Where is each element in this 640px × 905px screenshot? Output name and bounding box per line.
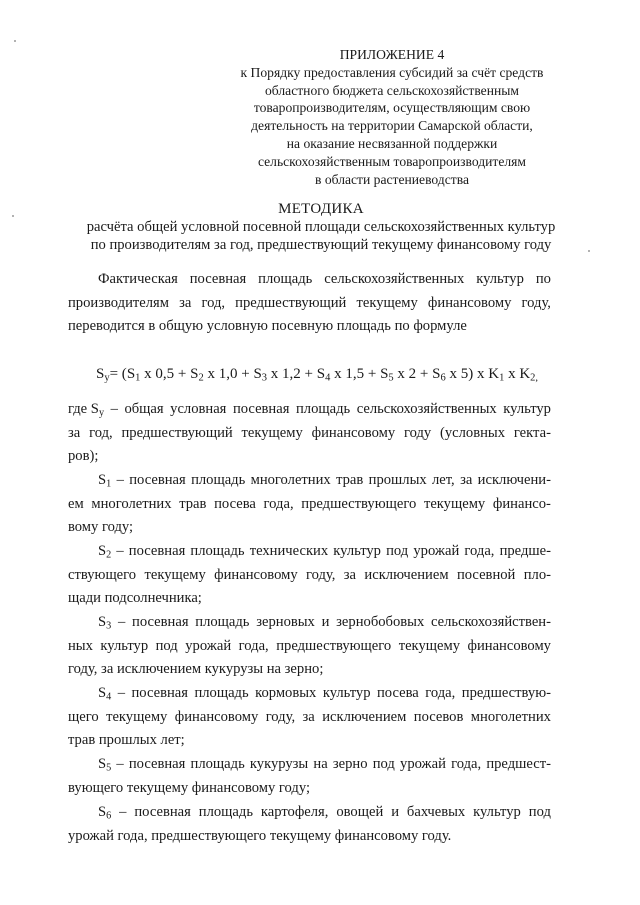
paragraph-line: переводится в общую условную посевную площадь по формуле — [68, 318, 467, 335]
word: посевная — [134, 804, 191, 820]
word: многолетних — [91, 495, 172, 512]
word: предшествующего — [276, 637, 392, 654]
definition-s5 — [68, 753, 551, 800]
definition-s1 — [68, 469, 551, 540]
word: культур — [100, 637, 149, 654]
word: площадь — [295, 401, 351, 417]
word: году, — [265, 708, 296, 725]
paragraph-line: трав прошлых лет; — [68, 732, 185, 749]
word: за — [460, 472, 473, 488]
paragraph-line: вому году; — [68, 519, 134, 536]
word: посевная — [132, 614, 189, 630]
word: посевов — [413, 708, 464, 725]
word: год, — [201, 294, 226, 311]
word: году, — [306, 566, 336, 583]
word: предшест- — [486, 756, 551, 772]
word: (условных — [440, 424, 506, 441]
scan-speck — [12, 215, 14, 217]
word: площадь — [191, 472, 246, 488]
word: посевная — [232, 401, 290, 417]
word: площадь — [190, 543, 245, 559]
word: многолетних — [250, 472, 331, 488]
word: трав — [336, 472, 364, 488]
justified-line — [68, 635, 551, 659]
word: под — [528, 804, 551, 820]
word: ствующего — [68, 566, 137, 583]
definition-s6 — [68, 801, 551, 848]
word: гекта- — [513, 424, 551, 441]
justified-line: $S_6$ – посевная площадь картофеля, овощей и бахчевых культур под — [68, 801, 551, 825]
word: предшествующего — [301, 495, 417, 512]
word: Фактическая — [98, 271, 178, 287]
word: года, — [451, 756, 482, 772]
word: культур — [333, 543, 381, 559]
justified-line — [68, 268, 551, 292]
word: зернобобовых — [336, 614, 425, 630]
word: – — [117, 614, 126, 630]
page-subtitle-line: по производителям за год, предшествующий текущему финансовому году — [90, 237, 552, 253]
word: площадь — [194, 685, 249, 701]
word: лет, — [432, 472, 455, 488]
word: на — [313, 756, 328, 772]
word: урожай — [400, 756, 446, 772]
justified-line — [68, 706, 551, 730]
scan-speck — [14, 40, 16, 42]
word: – — [117, 685, 125, 701]
definition-s4 — [68, 682, 551, 753]
paragraph-line: году, за исключением кукурузы на зерно; — [68, 661, 324, 678]
word: площадь — [190, 756, 245, 772]
word: многолетних — [470, 708, 551, 725]
word: площадь — [198, 804, 253, 820]
word: посевная — [129, 472, 186, 488]
justified-line — [68, 564, 551, 588]
appendix-line: в области растениеводства — [315, 171, 469, 187]
word: текущему — [241, 424, 303, 441]
word: урожай — [413, 543, 460, 559]
word: посева — [214, 495, 256, 512]
word: картофеля, — [260, 804, 329, 820]
word: посевная — [189, 271, 247, 287]
word: зерновых — [256, 614, 315, 630]
word: – — [116, 472, 124, 488]
justified-line — [68, 493, 551, 517]
word: бахчевых — [406, 804, 466, 820]
definition-sy — [68, 398, 551, 469]
word: под — [386, 543, 409, 559]
word: года, — [464, 543, 495, 559]
appendix-line: деятельность на территории Самарской области, — [251, 118, 533, 134]
word: и — [391, 804, 399, 820]
word: под — [372, 756, 395, 772]
justified-line — [68, 422, 551, 446]
word: производителям — [68, 294, 169, 311]
word: году — [403, 424, 432, 441]
word: культур — [503, 401, 551, 417]
paragraph-line: ров); — [68, 448, 99, 465]
word: щего — [68, 708, 99, 725]
word: овощей — [336, 804, 384, 820]
word: года, — [425, 685, 456, 701]
word: – — [116, 543, 124, 559]
word: текущему — [106, 708, 168, 725]
appendix-header — [222, 46, 562, 188]
word: общая — [124, 401, 164, 417]
definition-s2 — [68, 540, 551, 611]
word: за — [179, 294, 192, 311]
word: технических — [249, 543, 329, 559]
word: предшествующий — [121, 424, 233, 441]
word: сельскохозяйствен- — [431, 614, 551, 630]
word: за — [343, 566, 357, 583]
word: году, — [521, 294, 551, 311]
page-subtitle-line: расчёта общей условной посевной площади сельскохозяйственных культур — [86, 219, 556, 235]
word: года, — [263, 495, 294, 512]
appendix-line: товаропроизводителям, осуществляющим свою — [253, 100, 531, 116]
intro-paragraph — [68, 268, 551, 339]
word: культур — [473, 804, 521, 820]
paragraph-line: щади подсолнечника; — [68, 590, 202, 607]
word: предшествующий — [235, 294, 347, 311]
word: прошлых — [368, 472, 427, 488]
word: финансовому — [174, 708, 259, 725]
word: финансовому — [467, 637, 551, 654]
word: исключением — [322, 708, 407, 725]
word: текущему — [356, 294, 418, 311]
justified-line: $S_5$ – посевная площадь кукурузы на зерно под урожай года, предшест- — [68, 753, 551, 777]
word: кукурузы — [249, 756, 309, 772]
word: ных — [68, 637, 93, 654]
scan-speck — [588, 250, 590, 252]
word: сельскохозяйственных — [324, 271, 465, 287]
appendix-line: сельскохозяйственным товаропроизводителям — [257, 153, 527, 169]
definition-s3 — [68, 611, 551, 682]
justified-line: $S_3$ – посевная площадь зерновых и зернобобовых сельскохозяйствен- — [68, 611, 551, 635]
appendix-title: ПРИЛОЖЕНИЕ 4 — [339, 47, 445, 62]
word: по — [535, 271, 551, 287]
word: посевная — [131, 685, 188, 701]
word: финансо- — [492, 495, 551, 512]
word: – — [110, 401, 118, 417]
word: площадь — [195, 614, 250, 630]
word: пло- — [523, 566, 551, 583]
word: финансовому — [311, 424, 396, 441]
word: года, — [238, 637, 269, 654]
justified-line: $S_4$ – посевная площадь кормовых культур посева года, предшествую- — [68, 682, 551, 706]
word: зерно — [332, 756, 368, 772]
justified-line: где $S_у$ – общая условная посевная площадь сельскохозяйственных культур — [68, 398, 551, 422]
word: – — [119, 804, 127, 820]
appendix-line: на оказание несвязанной поддержки — [286, 135, 498, 151]
word: ем — [68, 495, 84, 512]
justified-line: $S_1$ – посевная площадь многолетних трав прошлых лет, за исключени- — [68, 469, 551, 493]
word: исключением — [364, 566, 449, 583]
word: за — [68, 424, 81, 441]
justified-line — [68, 292, 551, 316]
word: финансовому — [214, 566, 298, 583]
word: культур — [322, 685, 371, 701]
word: посевная — [128, 756, 186, 772]
word: условная — [170, 401, 227, 417]
word: трав — [179, 495, 207, 512]
word: предшествую- — [461, 685, 551, 701]
word: финансовому — [427, 294, 512, 311]
formula: $S_у= (S_1$ x $0,5 + S_2$ x $1,0 + S_3$ x $1,2 + S_4$ x $1,5 + S_5$ x $2 + S_6$ x 5) x $K_1$ x $K_{2,}$ — [96, 366, 539, 384]
word: посевная — [128, 543, 186, 559]
word: текущему — [423, 495, 486, 512]
word: год, — [89, 424, 113, 441]
word: урожай — [185, 637, 232, 654]
word: посевной — [456, 566, 516, 583]
word: кормовых — [255, 685, 317, 701]
page-title: МЕТОДИКА — [278, 201, 364, 217]
paragraph-line: вующего текущему финансовому году; — [68, 779, 311, 796]
document-heading — [50, 200, 592, 254]
word: сельскохозяйственных — [356, 401, 497, 417]
word: исключени- — [477, 472, 551, 488]
justified-line: $S_2$ – посевная площадь технических культур под урожай года, предше- — [68, 540, 551, 564]
appendix-line: к Порядку предоставления субсидий за счёт средств — [240, 64, 544, 80]
word: за — [302, 708, 315, 725]
paragraph-line: урожай года, предшествующего текущему финансовому году. — [68, 827, 452, 844]
word: текущему — [398, 637, 460, 654]
word: текущему — [144, 566, 206, 583]
word: предше- — [499, 543, 551, 559]
appendix-line: областного бюджета сельскохозяйственным — [265, 82, 519, 98]
word: – — [116, 756, 124, 772]
word: площадь — [258, 271, 313, 287]
word: под — [155, 637, 178, 654]
word: посева — [376, 685, 419, 701]
word: культур — [476, 271, 524, 287]
word: и — [321, 614, 330, 630]
